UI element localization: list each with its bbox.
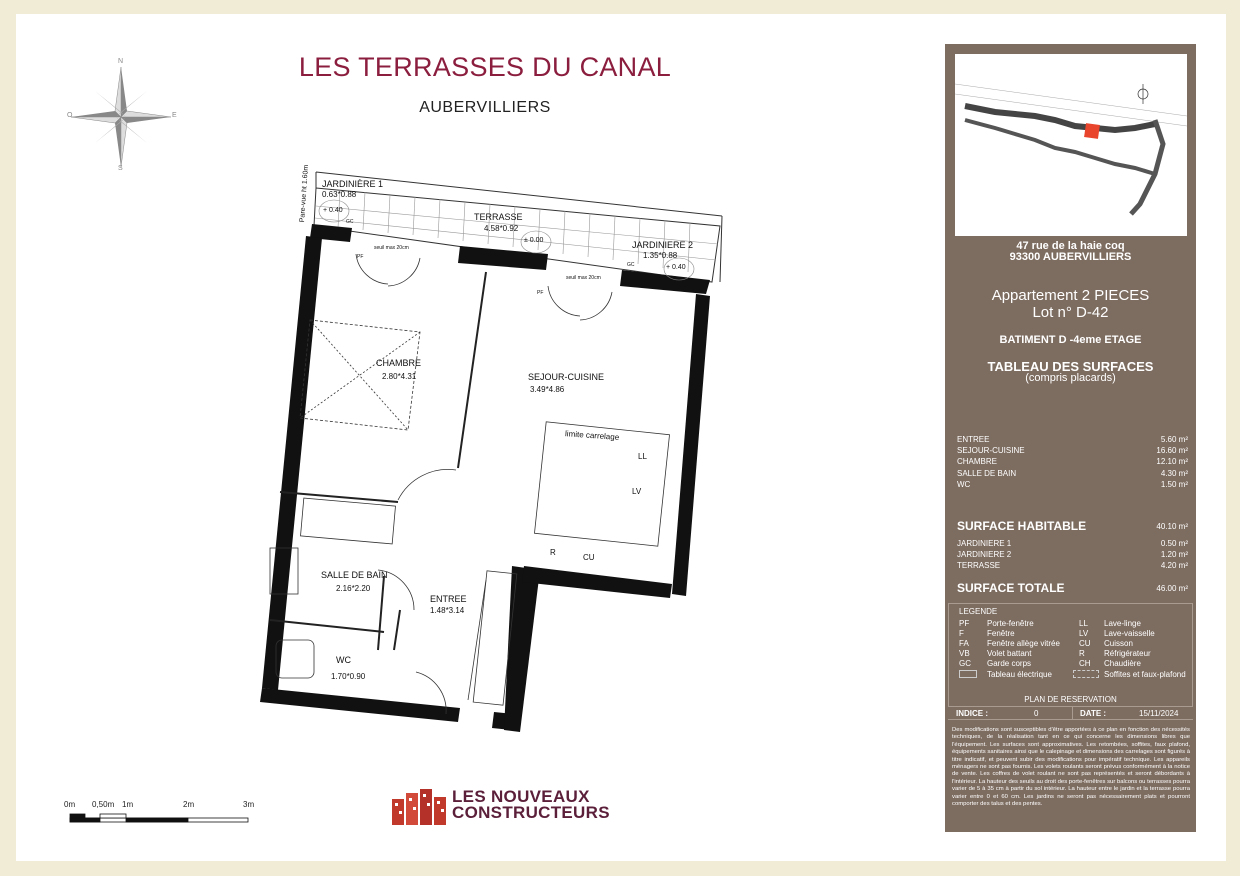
legend-label: Chaudière xyxy=(1104,659,1141,668)
legend-label: Porte-fenêtre xyxy=(987,619,1034,628)
surface-value: 16.60 m² xyxy=(1156,446,1188,455)
exterior-name: JARDINIERE 2 xyxy=(957,550,1012,559)
scale-0m: 0m xyxy=(64,800,76,809)
surface-row xyxy=(957,469,1188,478)
site-plan-map xyxy=(955,54,1187,236)
tableau-electrique-icon xyxy=(959,670,977,678)
compass-n-label: N xyxy=(118,58,124,65)
compass-s-label: S xyxy=(118,165,123,172)
doors xyxy=(270,254,670,714)
exterior-value: 0.50 m² xyxy=(1160,539,1188,548)
surface-totale-value: 46.00 m² xyxy=(1156,584,1188,593)
pare-vue-label: Pare-vue ht 1.60m xyxy=(299,164,311,223)
surface-totale-row xyxy=(957,581,1188,595)
cu-label: CU xyxy=(583,553,595,562)
terrasse-label: TERRASSE xyxy=(474,212,523,222)
legend-code: CU xyxy=(1079,639,1091,648)
brand-name xyxy=(452,789,610,821)
legend-code: F xyxy=(959,629,964,638)
jardiniere2-level: + 0.40 xyxy=(666,264,686,271)
disclaimer-text: Des modifications sont susceptibles d'être apportées à ce plan en fonction des nécessités techniques, de la réalisation tant en ce qui concerne les dimensions libres que l'équipement. Les surfaces sont approximatives. Les retombées, soffites, faux plafond, équipements sanitaires ainsi que le calepinage et dimensions des carrelages sont figurés à titre indicatif, et peuvent subir des modifications pour impératif technique. Les appareils ménagers ne sont pas fournis. Les volets roulants seront prévus conformément à la notice de vente. Les coffres de volet roulant ne sont pas représentés et seront débordants à l'intérieur. La hauteur des seuils au droit des porte-fenêtres sur balcons ou terrasses pourra varier de 5 à 35 cm à partir du sol intérieur. La hauteur entre le jardin et la terrasse pourra varier entre 0 et 60 cm. Les jardins ne seront pas nécessairement plats et pourront comporter des talus et des pentes. xyxy=(952,727,1190,808)
exterior-name: TERRASSE xyxy=(957,561,1001,570)
legend-label: Réfrigérateur xyxy=(1104,649,1151,658)
indice-value: 0 xyxy=(1034,709,1039,718)
legend-code: VB xyxy=(959,649,970,658)
surface-name: ENTREE xyxy=(957,435,990,444)
surface-value: 12.10 m² xyxy=(1156,457,1188,466)
legend-code: GC xyxy=(959,659,971,668)
scale-3m: 3m xyxy=(243,800,255,809)
scale-1m: 1m xyxy=(122,800,134,809)
sdb-label: SALLE DE BAIN xyxy=(321,570,388,580)
exterior-value: 1.20 m² xyxy=(1160,550,1188,559)
legend-label: Fenêtre xyxy=(987,629,1015,638)
brand-line-1: LES NOUVEAUX xyxy=(452,787,590,806)
legend-label: Tableau électrique xyxy=(987,670,1052,679)
compass-rose-icon xyxy=(71,67,171,167)
ll-label: LL xyxy=(638,452,647,461)
surface-habitable-value: 40.10 m² xyxy=(1156,522,1188,531)
chambre-dim: 2.80*4.31 xyxy=(382,372,417,381)
legend-code: LL xyxy=(1079,619,1088,628)
brand-logo-icon xyxy=(392,789,448,825)
gc-label-2: GC xyxy=(627,262,635,268)
jardiniere2-dim: 1.35*0.88 xyxy=(643,251,678,260)
chambre-label: CHAMBRE xyxy=(376,358,422,368)
exterior-row xyxy=(957,561,1188,570)
jardiniere2-label: JARDINIERE 2 xyxy=(632,240,694,250)
legend-code: LV xyxy=(1079,629,1089,638)
sdb-dim: 2.16*2.20 xyxy=(336,584,371,593)
scale-2m: 2m xyxy=(183,800,195,809)
plan-reservation-label: PLAN DE RESERVATION xyxy=(1024,695,1117,704)
jardiniere1-label: JARDINIÈRE 1 xyxy=(322,179,384,189)
surface-name: CHAMBRE xyxy=(957,457,998,466)
walls xyxy=(260,224,710,732)
jardiniere1-dim: 0.63*0.88 xyxy=(322,190,357,199)
surface-name: SEJOUR-CUISINE xyxy=(957,446,1025,455)
pf-label-1: PF xyxy=(357,254,364,260)
legend-label: Soffites et faux-plafond xyxy=(1104,670,1186,679)
batiment-etage: BATIMENT D -4eme ETAGE xyxy=(999,334,1142,346)
terrace-tiles xyxy=(314,188,720,282)
exterior-row xyxy=(957,550,1188,559)
compass-o-label: O xyxy=(67,112,73,119)
surface-name: WC xyxy=(957,480,971,489)
scale-050m: 0,50m xyxy=(92,800,115,809)
legend-label: Cuisson xyxy=(1104,639,1133,648)
site-plan-drawing xyxy=(955,54,1187,236)
seuil-label-2: seuil max 20cm xyxy=(566,275,601,281)
legend-label: Fenêtre allège vitrée xyxy=(987,639,1060,648)
legend-label: Volet battant xyxy=(987,649,1032,658)
address-line-2: 93300 AUBERVILLIERS xyxy=(1009,251,1132,263)
surface-row xyxy=(957,435,1188,444)
wc-dim: 1.70*0.90 xyxy=(331,672,366,681)
entree-dim: 1.48*3.14 xyxy=(430,606,465,615)
surface-row xyxy=(957,446,1188,455)
surface-row xyxy=(957,480,1188,489)
indice-date-row xyxy=(948,706,1193,720)
scale-bar xyxy=(70,814,248,822)
surface-habitable-label: SURFACE HABITABLE xyxy=(957,519,1087,533)
legend-label: Lave-linge xyxy=(1104,619,1141,628)
legend-code: PF xyxy=(959,619,970,628)
gc-label-1: GC xyxy=(346,219,354,225)
brand-line-2: CONSTRUCTEURS xyxy=(452,803,610,822)
divider xyxy=(1072,707,1073,719)
legend-code: R xyxy=(1079,649,1085,658)
exterior-row xyxy=(957,539,1188,548)
legend-label: Lave-vaisselle xyxy=(1104,629,1155,638)
limite-carrelage-label: limite carrelage xyxy=(564,429,620,442)
legend-code: CH xyxy=(1079,659,1091,668)
surface-totale-label: SURFACE TOTALE xyxy=(957,581,1065,595)
surface-value: 5.60 m² xyxy=(1160,435,1188,444)
terrasse-dim: 4.58*0.92 xyxy=(484,224,519,233)
exterior-name: JARDINIERE 1 xyxy=(957,539,1012,548)
lot-number: Lot n° D-42 xyxy=(1032,304,1109,321)
surface-row xyxy=(957,457,1188,466)
r-label: R xyxy=(550,548,556,557)
pf-label-2: PF xyxy=(537,290,544,296)
wc-label: WC xyxy=(336,655,351,665)
legend-title: LEGENDE xyxy=(959,607,998,616)
info-panel xyxy=(945,44,1196,832)
indice-label: INDICE : xyxy=(956,709,988,718)
date-label: DATE : xyxy=(1080,709,1107,718)
seuil-label-1: seuil max 20cm xyxy=(374,245,409,251)
sejour-dim: 3.49*4.86 xyxy=(530,385,565,394)
legend-label: Garde corps xyxy=(987,659,1032,668)
surface-habitable-row xyxy=(957,519,1188,533)
entree-label: ENTREE xyxy=(430,594,467,604)
project-title: LES TERRASSES DU CANAL xyxy=(298,52,672,82)
address-line-1: 47 rue de la haie coq xyxy=(1016,240,1125,252)
table-subtitle: (compris placards) xyxy=(1025,372,1116,384)
soffites-icon xyxy=(1073,670,1099,678)
legend-box xyxy=(948,603,1193,707)
surface-name: SALLE DE BAIN xyxy=(957,469,1017,478)
compass-e-label: E xyxy=(172,112,177,119)
lv-label: LV xyxy=(632,487,642,496)
legend-code: FA xyxy=(959,639,969,648)
project-city: AUBERVILLIERS xyxy=(419,99,551,116)
table-title: TABLEAU DES SURFACES xyxy=(987,359,1154,374)
exterior-value: 4.20 m² xyxy=(1160,561,1188,570)
jardiniere1-level: + 0.40 xyxy=(323,207,343,214)
sejour-label: SEJOUR-CUISINE xyxy=(528,372,605,382)
terrasse-level: ± 0.00 xyxy=(524,237,544,244)
surface-value: 1.50 m² xyxy=(1160,480,1188,489)
date-value: 15/11/2024 xyxy=(1139,709,1179,718)
surface-value: 4.30 m² xyxy=(1160,469,1188,478)
apartment-type: Appartement 2 PIECES xyxy=(991,287,1150,304)
